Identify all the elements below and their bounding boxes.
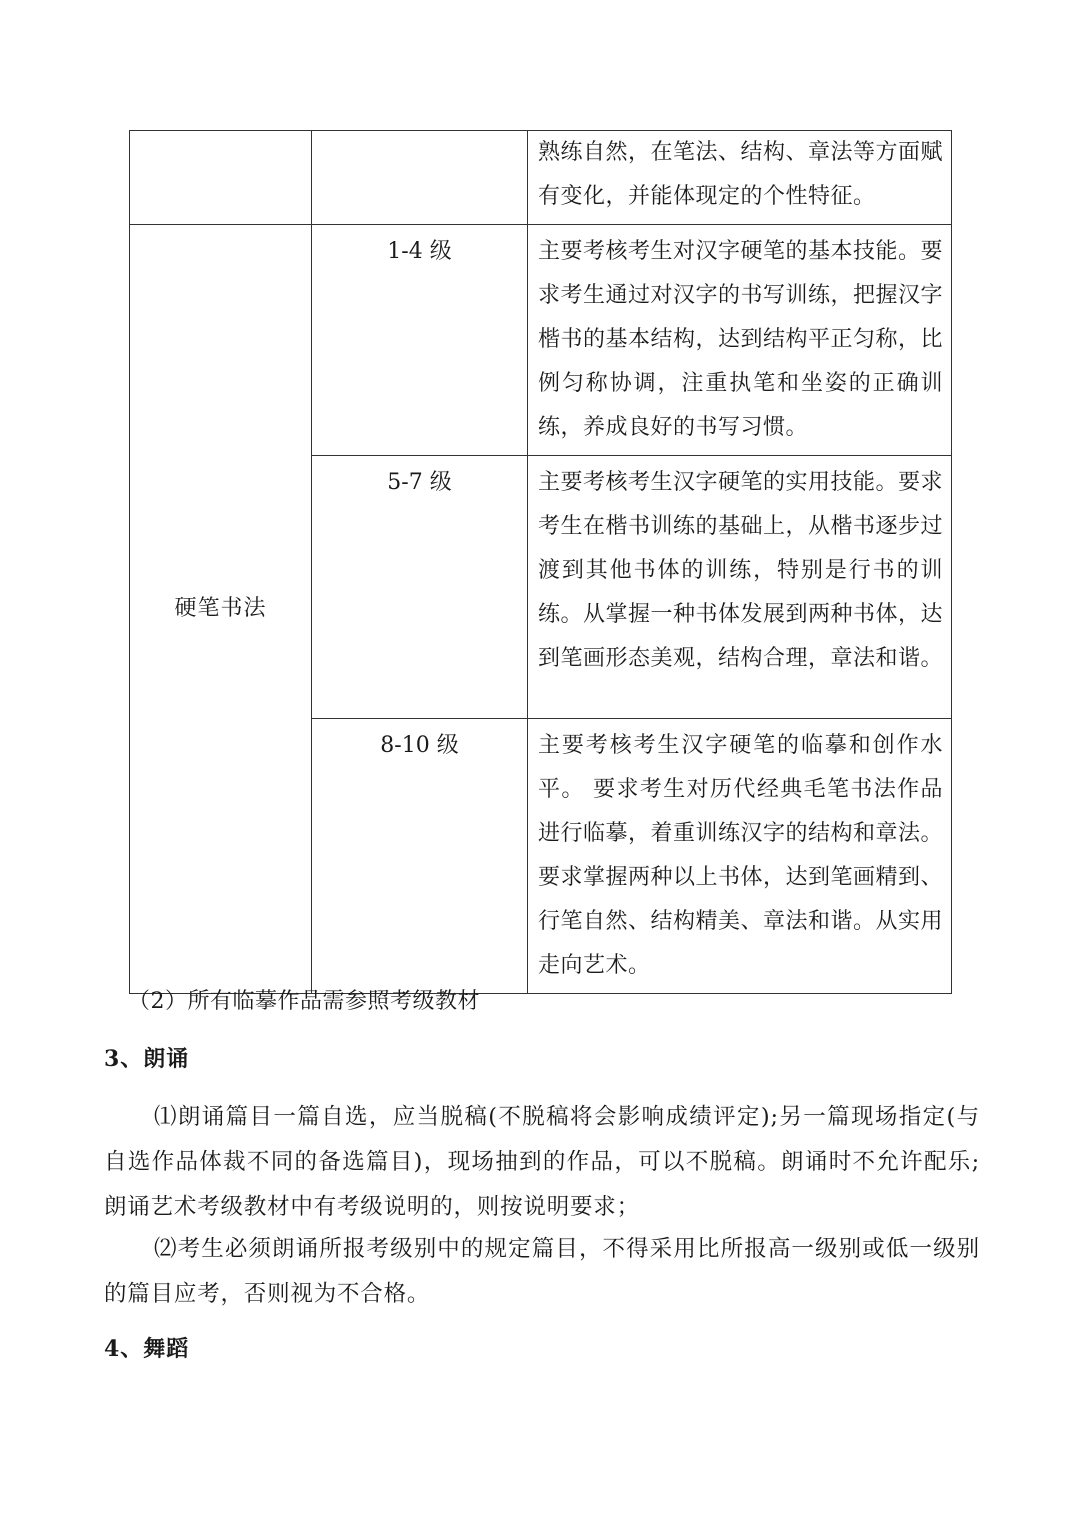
- description-cell: 主要考核考生对汉字硬笔的基本技能。要求考生通过对汉字的书写训练，把握汉字楷书的基本结构，达到结构平正匀称，比例匀称协调，注重执笔和坐姿的正确训练，养成良好的书写习惯。: [528, 225, 952, 456]
- grading-table: [129, 130, 952, 994]
- level-cell: [312, 131, 528, 225]
- description-cell: 熟练自然，在笔法、结构、章法等方面赋有变化，并能体现定的个性特征。: [528, 131, 952, 225]
- level-cell: 1-4 级: [312, 225, 528, 456]
- table-note: （2）所有临摹作品需参照考级教材: [128, 989, 480, 1014]
- level-cell: 8-10 级: [312, 719, 528, 994]
- description-cell: 主要考核考生汉字硬笔的实用技能。要求考生在楷书训练的基础上，从楷书逐步过渡到其他书体的训练，特别是行书的训练。从掌握一种书体发展到两种书体，达到笔画形态美观，结构合理，章法和谐。: [528, 456, 952, 719]
- section-heading-dance: 4、舞蹈: [104, 1336, 190, 1362]
- recitation-paragraph-1: ⑴朗诵篇目一篇自选，应当脱稿(不脱稿将会影响成绩评定);另一篇现场指定(与自选作品体裁不同的备选篇目)，现场抽到的作品，可以不脱稿。朗诵时不允许配乐;朗诵艺术考级教材中有考级说明的，则按说明要求；: [104, 1104, 980, 1220]
- section-heading-recitation: 3、朗诵: [104, 1046, 190, 1072]
- table-row: [130, 131, 952, 225]
- category-cell: 硬笔书法: [130, 225, 312, 994]
- level-cell: 5-7 级: [312, 456, 528, 719]
- table-row: [130, 225, 952, 456]
- category-cell: [130, 131, 312, 225]
- recitation-paragraph-2: ⑵考生必须朗诵所报考级别中的规定篇目，不得采用比所报高一级别或低一级别的篇目应考，否则视为不合格。: [104, 1236, 980, 1307]
- description-cell: 主要考核考生汉字硬笔的临摹和创作水平。 要求考生对历代经典毛笔书法作品进行临摹，着重训练汉字的结构和章法。要求掌握两种以上书体，达到笔画精到、行笔自然、结构精美、章法和谐。从实用走向艺术。: [528, 719, 952, 994]
